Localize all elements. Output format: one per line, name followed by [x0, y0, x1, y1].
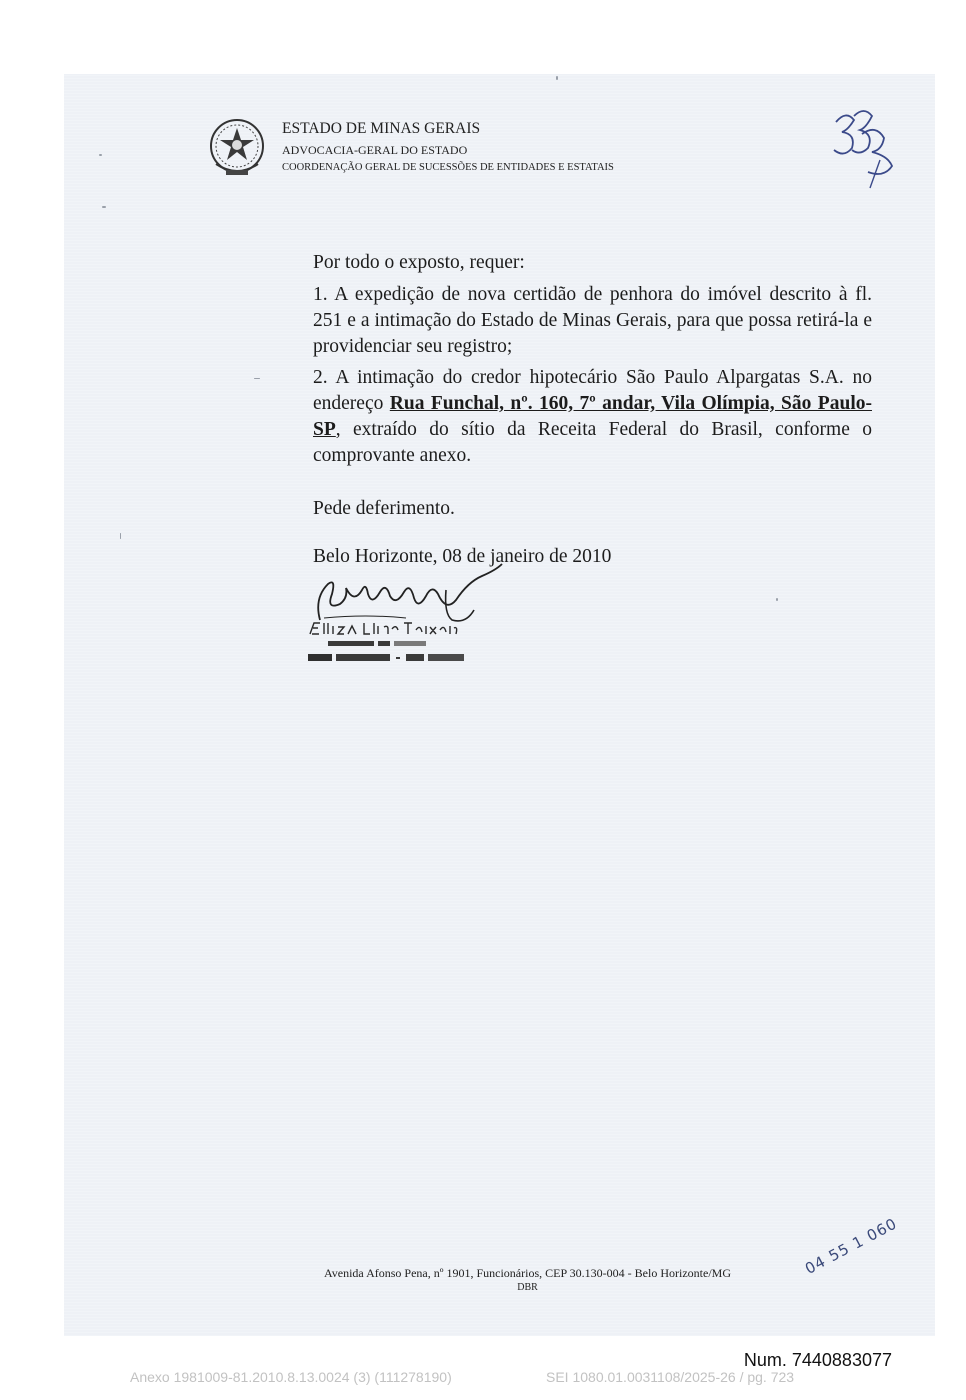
request-item-1: 1. A expedição de nova certidão de penhora do imóvel descrito à fl. 251 e a intimação do Estado de Minas Gerais, para que possa retirá-la e providenciar seu registro; [313, 284, 872, 357]
header-department-name: COORDENAÇÃO GERAL DE SUCESSÕES DE ENTIDADES E ESTATAIS [282, 162, 614, 173]
header-agency-name: ADVOCACIA-GERAL DO ESTADO [282, 143, 468, 157]
stamp-ids-lettering [308, 652, 468, 664]
header-state-name: ESTADO DE MINAS GERAIS [282, 120, 481, 137]
handwritten-folio-number [832, 104, 896, 190]
state-coat-of-arms-icon [208, 116, 266, 180]
request-item-2 [313, 365, 872, 469]
place-and-date: Belo Horizonte, 08 de janeiro de 2010 [313, 546, 612, 567]
footer-code: DBR [517, 1282, 538, 1293]
scan-speck [254, 378, 260, 379]
scan-speck [556, 76, 558, 80]
sei-page-reference: SEI 1080.01.0031108/2025-26 / pg. 723 [546, 1369, 795, 1385]
scan-speck [120, 533, 121, 539]
scan-speck [99, 154, 102, 156]
request-intro: Por todo o exposto, requer: [313, 252, 525, 273]
signatory-name-stamp [308, 620, 478, 641]
signatory-role-stamp [328, 640, 498, 650]
stamp-name-lettering [308, 620, 458, 636]
signatory-registration-stamp [308, 652, 478, 666]
document-number: Num. 7440883077 [743, 1350, 892, 1370]
scan-speck [776, 598, 778, 601]
creditor-address: Rua Funchal, nº. 160, 7º andar, Vila Olímpia, São Paulo-SP [313, 393, 872, 440]
stamp-role-lettering [328, 640, 438, 648]
item-2-text-end: , extraído do sítio da Receita Federal do Brasil, conforme o comprovante anexo. [313, 419, 872, 466]
item-2-text-start: 2. A intimação do credor hipotecário São Paulo Alpargatas S.A. no endereço [313, 367, 872, 414]
closing-request: Pede deferimento. [313, 498, 455, 519]
handwritten-margin-note: 04 55 1 060 [802, 1214, 901, 1278]
annex-reference: Anexo 1981009-81.2010.8.13.0024 (3) (111278190) [130, 1369, 452, 1385]
scan-speck [102, 206, 106, 208]
footer-address: Avenida Afonso Pena, nº 1901, Funcionários, CEP 30.130-004 - Belo Horizonte/MG [323, 1266, 731, 1280]
